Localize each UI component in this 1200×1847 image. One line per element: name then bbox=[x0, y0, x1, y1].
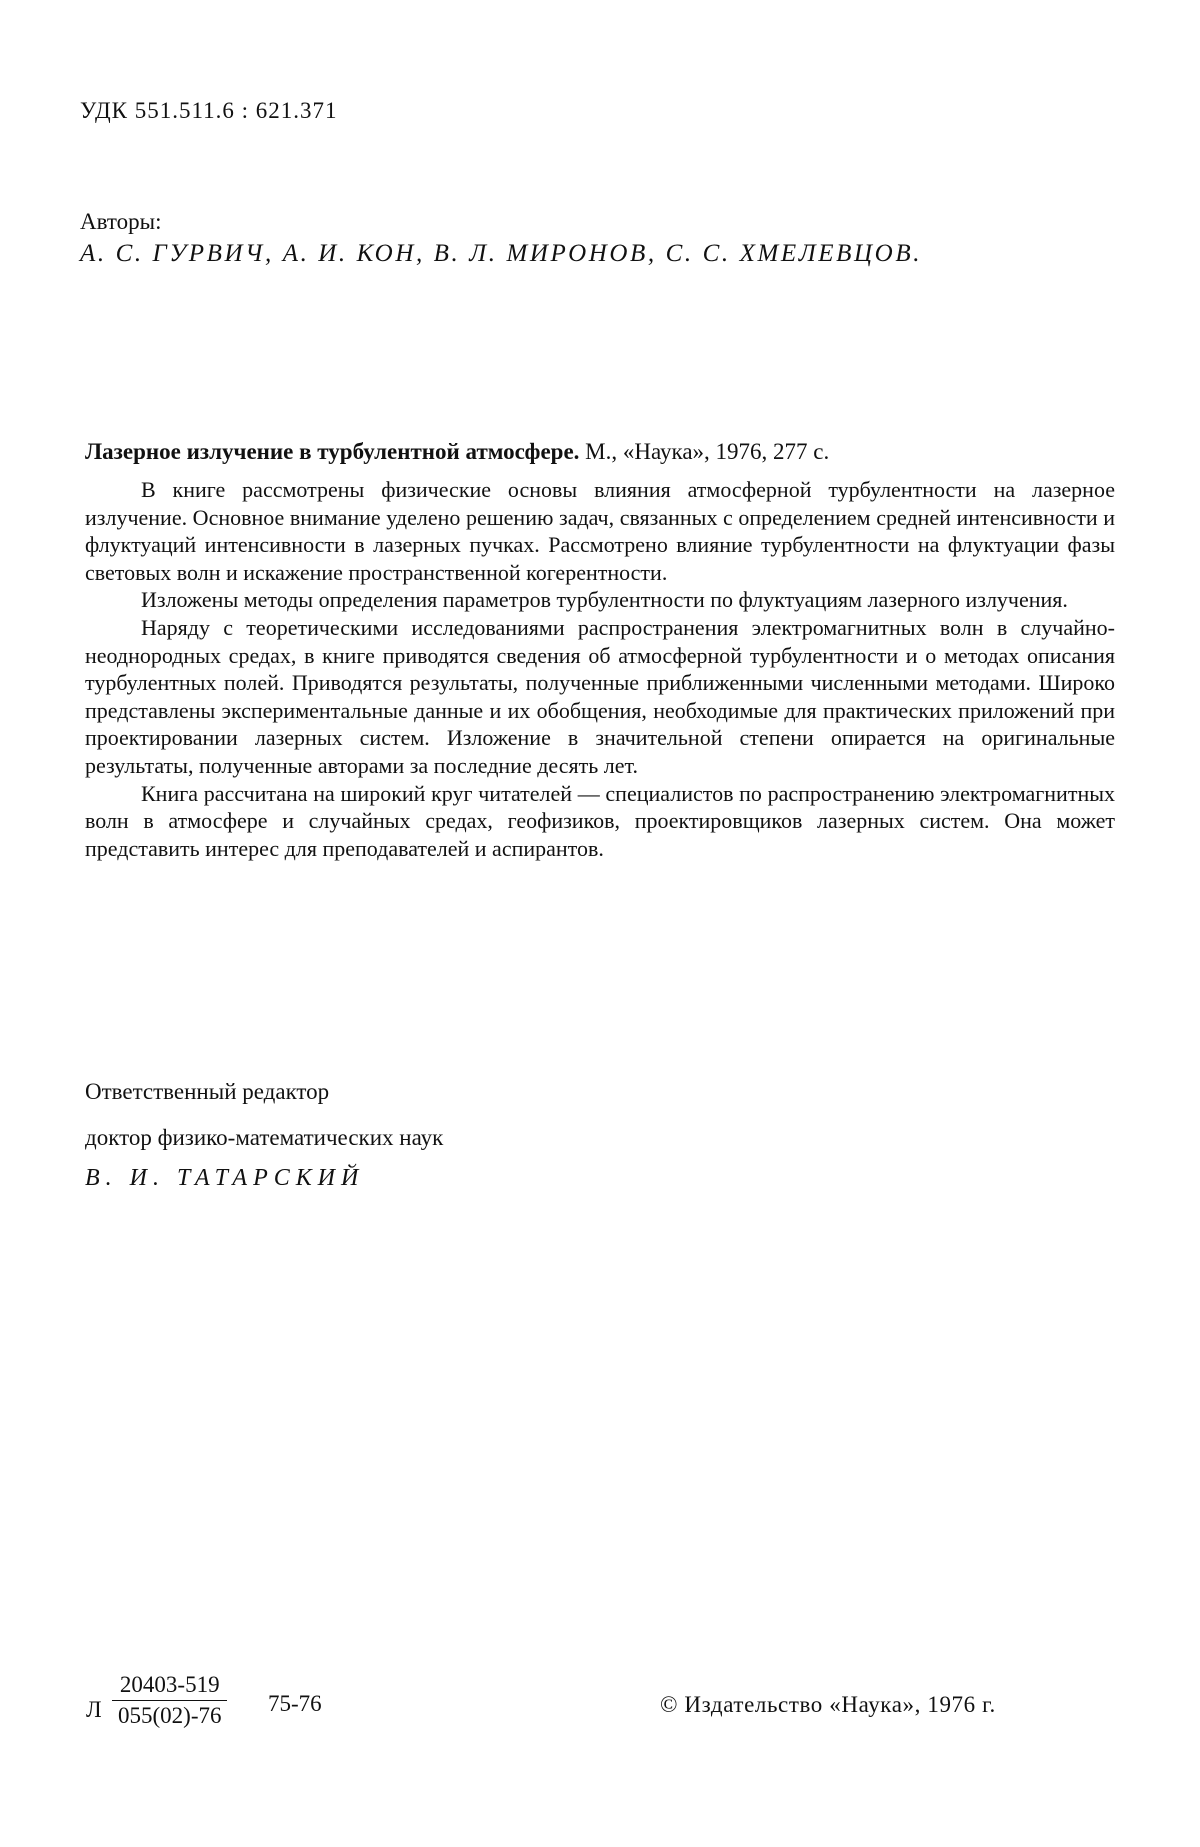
imprint-denominator: 055(02)-76 bbox=[118, 1703, 222, 1728]
copyright-notice: © Издательство «Наука», 1976 г. bbox=[660, 1692, 996, 1717]
bibliographic-entry bbox=[85, 439, 829, 465]
abstract-paragraph: Изложены методы определения параметров турбулентности по флуктуациям лазерного излучения. bbox=[141, 587, 1068, 613]
abstract bbox=[85, 476, 1115, 862]
book-title: Лазерное излучение в турбулентной атмосфере. bbox=[85, 439, 580, 464]
authors-label: Авторы: bbox=[80, 209, 162, 234]
imprint-letter: Л bbox=[86, 1697, 102, 1722]
imprint-numerator: 20403-519 bbox=[112, 1672, 227, 1701]
editor-degree: доктор физико-математических наук bbox=[85, 1125, 444, 1150]
abstract-paragraph: Книга рассчитана на широкий круг читателей — специалистов по распространению электромагнитных волн в атмосфере и случайных средах, геофизиков, проектировщиков лазерных систем. Она может представить интерес для преподавателей и аспирантов. bbox=[85, 780, 1115, 861]
imprint-fraction bbox=[112, 1672, 227, 1729]
publication-details: М., «Наука», 1976, 277 с. bbox=[579, 439, 830, 464]
editor-role: Ответственный редактор bbox=[85, 1079, 330, 1104]
udc-code: УДК 551.511.6 : 621.371 bbox=[80, 98, 338, 123]
editor-name: В. И. ТАТАРСКИЙ bbox=[85, 1165, 365, 1191]
authors-names: А. С. ГУРВИЧ, А. И. КОН, В. Л. МИРОНОВ, С. С. ХМЕЛЕВЦОВ. bbox=[80, 240, 923, 267]
abstract-paragraph: Наряду с теоретическими исследованиями распространения электромагнитных волн в случайно-неоднородных средах, в книге приводятся сведения об атмосферной турбулентности и о методах описания турбулентных полей. Приводятся результаты, полученные приближенными численными методами. Широко представлены экспериментальные данные и их обобщения, необходимые для практических приложений при проектировании лазерных систем. Изложение в значительной степени опирается на оригинальные результаты, полученные авторами за последние десять лет. bbox=[85, 614, 1115, 778]
imprint-code: 75-76 bbox=[268, 1691, 322, 1716]
abstract-paragraph: В книге рассмотрены физические основы влияния атмосферной турбулентности на лазерное излучение. Основное внимание уделено решению задач, связанных с определением средней интенсивности и флуктуаций интенсивности в лазерных пучках. Рассмотрено влияние турбулентности на флуктуации фазы световых волн и искажение пространственной когерентности. bbox=[85, 477, 1115, 585]
